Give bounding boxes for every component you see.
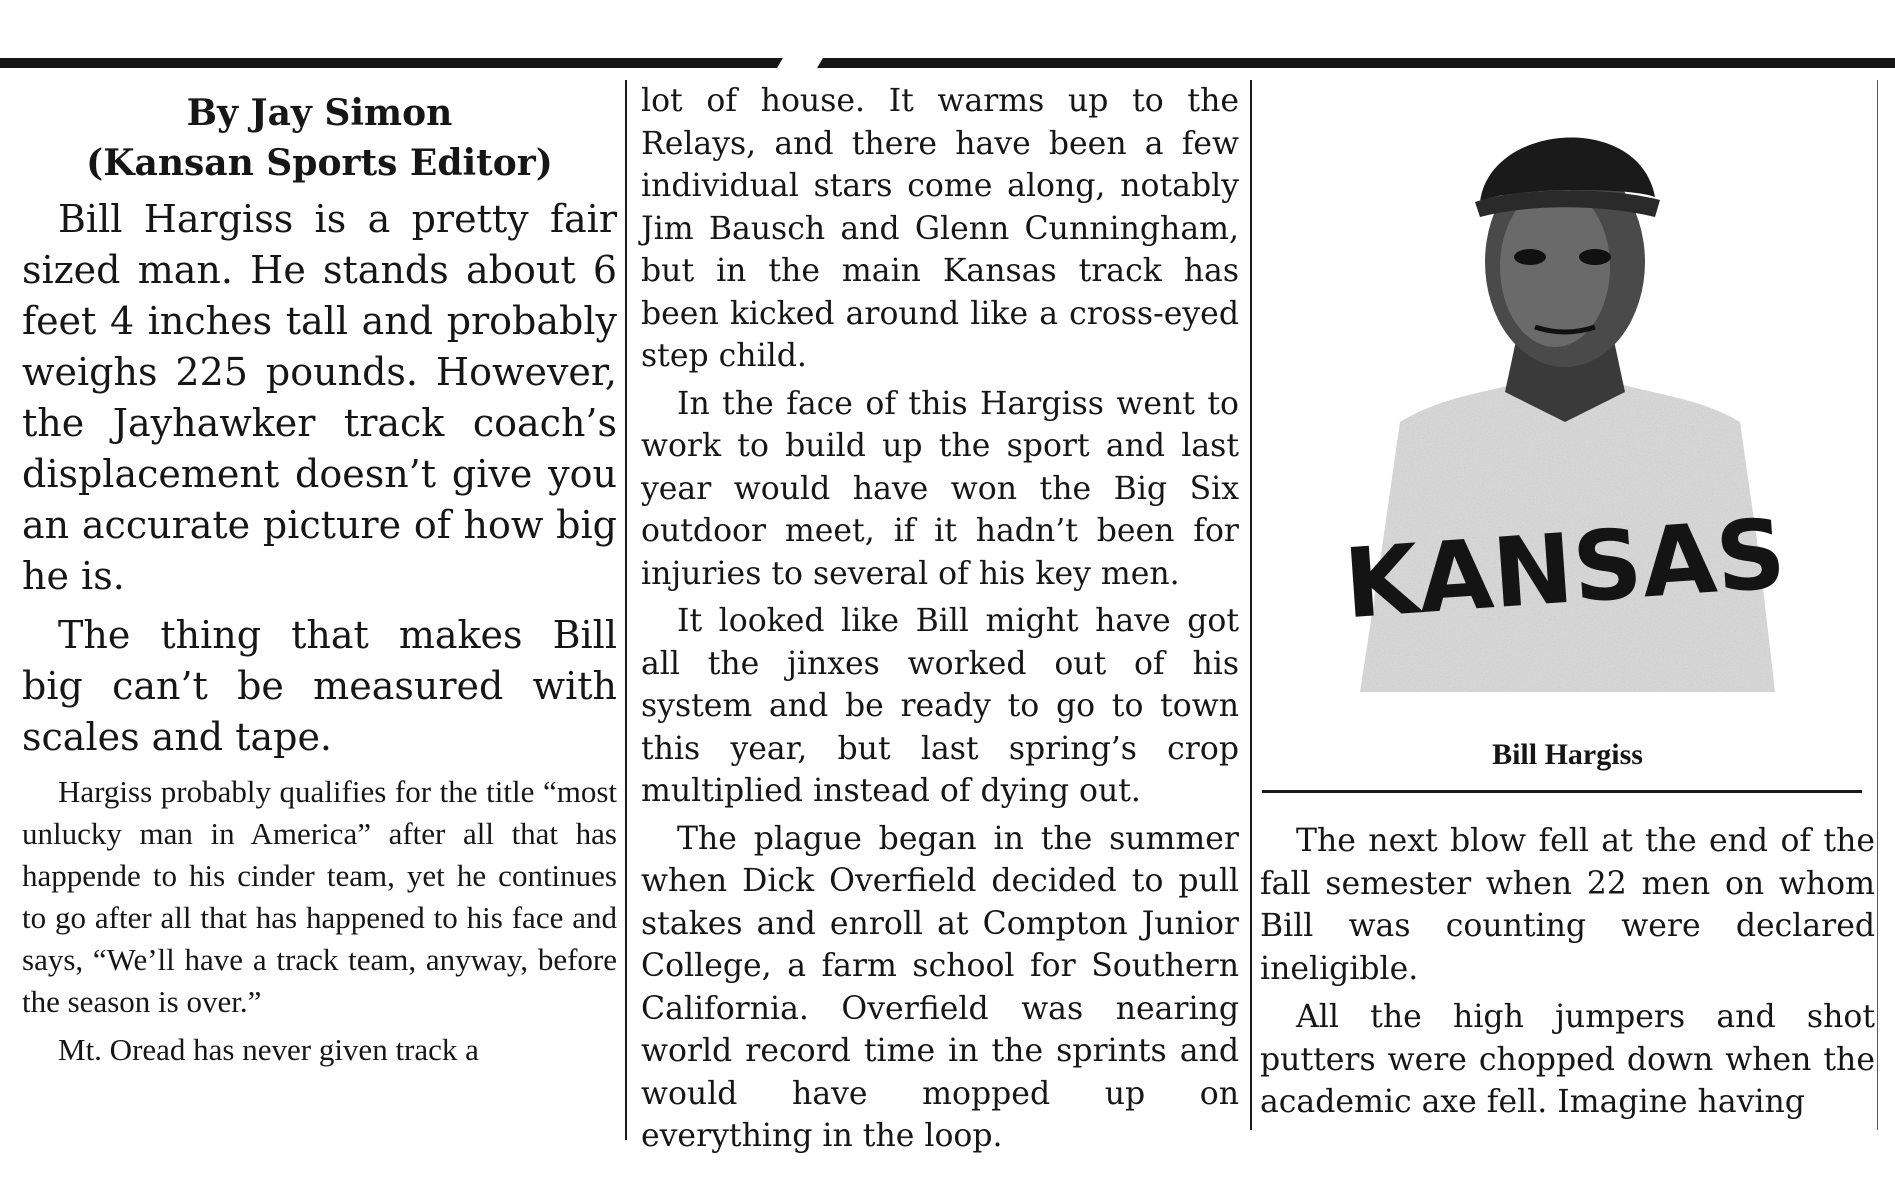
article-column-1: [22, 80, 617, 1071]
photo-caption: Bill Hargiss: [1492, 738, 1643, 771]
article-column-2: [641, 80, 1239, 1163]
portrait-photo: [1340, 92, 1790, 712]
top-border-rule: [0, 38, 1895, 68]
byline-title: (Kansan Sports Editor): [86, 142, 553, 184]
caption-rule: [1262, 790, 1862, 793]
article-column-3: [1260, 820, 1875, 1130]
paragraph: lot of house. It warms up to the Relays, and there have been a few individual stars come along, notably Jim Bausch and Glenn Cunningham, but in the main Kansas track has been kicked around like a cross-eyed step child.: [641, 83, 1239, 374]
paragraph: Bill Hargiss is a pretty fair sized man. He stands about 6 feet 4 inches tall and probably weighs 225 pounds. However, the Jayhawker track coach’s displacement doesn’t give you an accurate picture of how big he is.: [22, 197, 617, 598]
byline-author: By Jay Simon: [186, 92, 453, 134]
paragraph: All the high jumpers and shot putters were chopped down when the academic axe fell. Imagine having: [1260, 999, 1875, 1120]
paragraph: It looked like Bill might have got all the jinxes worked out of his system and be ready to go to town this year, but last spring’s crop multiplied instead of dying out.: [641, 603, 1239, 809]
jersey-lettering: KANSAS: [1340, 497, 1789, 641]
paragraph: Hargiss probably qualifies for the title “most unlucky man in America” after all that has happende to his cinder team, yet he continues to go after all that has happened to his face and says, “We’ll have a track team, anyway, before the season is over.”: [22, 774, 617, 1019]
column-divider-2: [1250, 80, 1252, 1130]
column-divider-1: [625, 80, 627, 1140]
byline: [22, 88, 617, 188]
column-divider-3: [1877, 80, 1878, 1130]
paragraph: The plague began in the summer when Dick Overfield decided to pull stakes and enroll at Compton Junior College, a farm school for Southern California. Overfield was nearing world record time in the sprints and would have mopped up on everything in the loop.: [641, 820, 1239, 1154]
paragraph: The thing that makes Bill big can’t be measured with scales and tape.: [22, 613, 617, 759]
paragraph: The next blow fell at the end of the fall semester when 22 men on whom Bill was counting were declared ineligible.: [1260, 823, 1875, 987]
paragraph: Mt. Oread has never given track a: [58, 1032, 479, 1067]
paragraph: In the face of this Hargiss went to work to build up the sport and last year would have won the Big Six outdoor meet, if it hadn’t been for injuries to several of his key men.: [641, 385, 1239, 592]
